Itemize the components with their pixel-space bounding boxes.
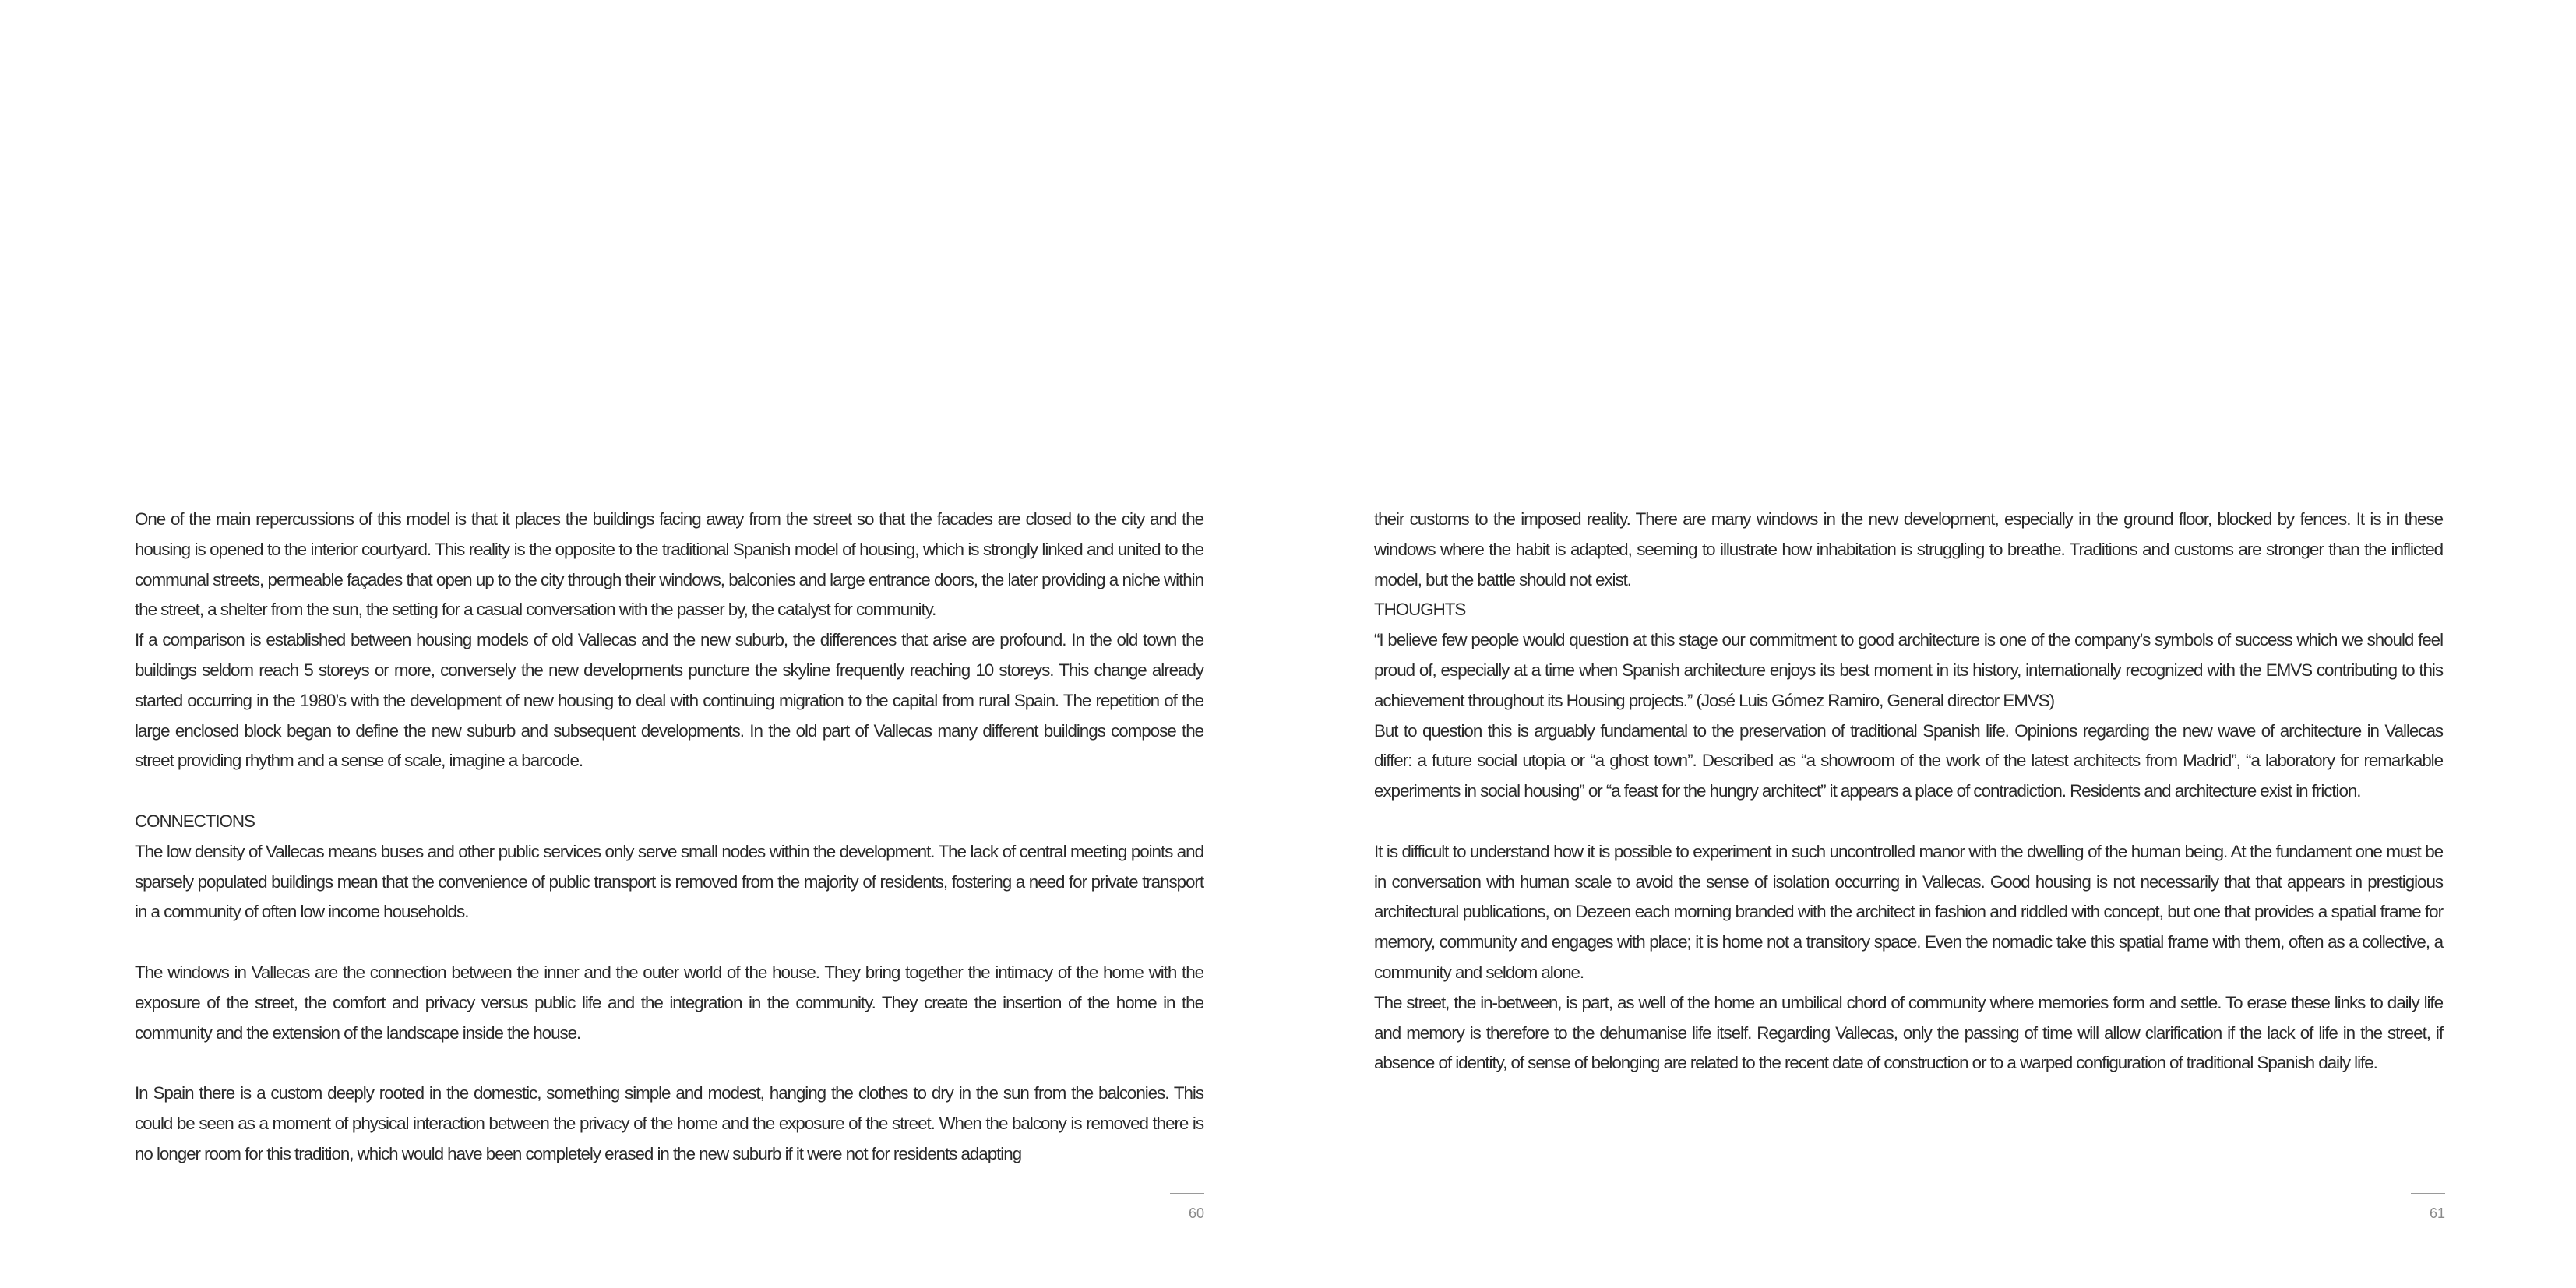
paragraph-custom: In Spain there is a custom deeply rooted in the domestic, something simple and modest, hanging the clothes to dry in the sun from the balconies. This could be seen as a moment of physical interaction between the privacy of the home and the exposure of the street. When the balcony is removed there is no longer room for this tradition, which would have been completely erased in the new suburb if it were not for residents adapting <box>135 1083 1203 1163</box>
paragraph-customs-continued: their customs to the imposed reality. There are many windows in the new development, especially in the ground floor, blocked by fences. It is in these windows where the habit is adapted, seeming to illustrate how inhabitation is struggling to breathe. Traditions and customs are stronger than the inflicted model, but the battle should not exist. <box>1374 509 2443 589</box>
page-number-rule-left <box>1170 1193 1204 1194</box>
page-number-left: 60 <box>1188 1205 1204 1221</box>
paragraph-comparison: If a comparison is established between housing models of old Vallecas and the new suburb, the differences that arise are profound. In the old town the buildings seldom reach 5 storeys or more, conversely the new developments puncture the skyline frequently reaching 10 storeys. This change already started occurring in the 1980’s with the development of new housing to deal with continuing migration to the capital from rural Spain. The repetition of the large enclosed block began to define the new suburb and subsequent developments. In the old part of Vallecas many different buildings compose the street providing rhythm and a sense of scale, imagine a barcode. <box>135 630 1203 771</box>
page-number-right: 61 <box>2429 1205 2445 1221</box>
paragraph-human-scale: It is difficult to understand how it is possible to experiment in such uncontrolled manor with the dwelling of the human being. At the fundament one must be in conversation with human scale to avoid the sense of isolation occurring in Vallecas. Good housing is not necessarily that that appears in prestigious architectural publications, on Dezeen each morning branded with the architect in fashion and riddled with concept, but one that provides a spatial frame for memory, community and engages with place; it is home not a transitory space. Even the nomadic take this spatial frame with them, often as a collective, a community and seldom alone. <box>1374 841 2443 982</box>
heading-connections: CONNECTIONS <box>135 811 255 831</box>
paragraph-windows: The windows in Vallecas are the connection between the inner and the outer world of the house. They bring together the intimacy of the home with the exposure of the street, the comfort and privacy versus public life and the integration in the community. They create the insertion of the home in the community and the extension of the landscape inside the house. <box>135 962 1203 1043</box>
paragraph-street: The street, the in-between, is part, as well of the home an umbilical chord of community where memories form and settle. To erase these links to daily life and memory is therefore to the dehumanise life itself. Regarding Vallecas, only the passing of time will allow clarification if the lack of life in the street, if absence of identity, of sense of belonging are related to the recent date of construction or to a warped configuration of traditional Spanish daily life. <box>1374 992 2443 1073</box>
heading-thoughts: THOUGHTS <box>1374 600 1466 620</box>
paragraph-question: But to question this is arguably fundamental to the preservation of traditional Spanish life. Opinions regarding the new wave of architecture in Vallecas differ: a future social utopia or “a ghost town”. Described as “a showroom of the work of the latest architects from Madrid”, “a laboratory for remarkable experiments in social housing” or “a feast for the hungry architect” it appears a place of contradiction. Residents and architecture exist in friction. <box>1374 720 2443 801</box>
page-number-rule-right <box>2411 1193 2445 1194</box>
paragraph-facades: One of the main repercussions of this model is that it places the buildings facing away from the street so that the facades are closed to the city and the housing is opened to the interior courtyard. This reality is the opposite to the traditional Spanish model of housing, which is strongly linked and united to the communal streets, permeable façades that open up to the city through their windows, balconies and large entrance doors, the later providing a niche within the street, a shelter from the sun, the setting for a casual conversation with the passer by, the catalyst for community. <box>135 509 1203 620</box>
left-page-text <box>135 505 1203 1170</box>
right-page-text <box>1374 505 2443 1079</box>
paragraph-density: The low density of Vallecas means buses and other public services only serve small nodes within the development. The lack of central meeting points and sparsely populated buildings mean that the convenience of public transport is removed from the majority of residents, fostering a need for private transport in a community of often low income households. <box>135 841 1203 922</box>
paragraph-quote: “I believe few people would question at this stage our commitment to good architecture is one of the company’s symbols of success which we should feel proud of, especially at a time when Spanish architecture enjoys its best moment in its history, internationally recognized with the EMVS contributing to this achievement throughout its Housing projects.” (José Luis Gómez Ramiro, General director EMVS) <box>1374 630 2443 710</box>
